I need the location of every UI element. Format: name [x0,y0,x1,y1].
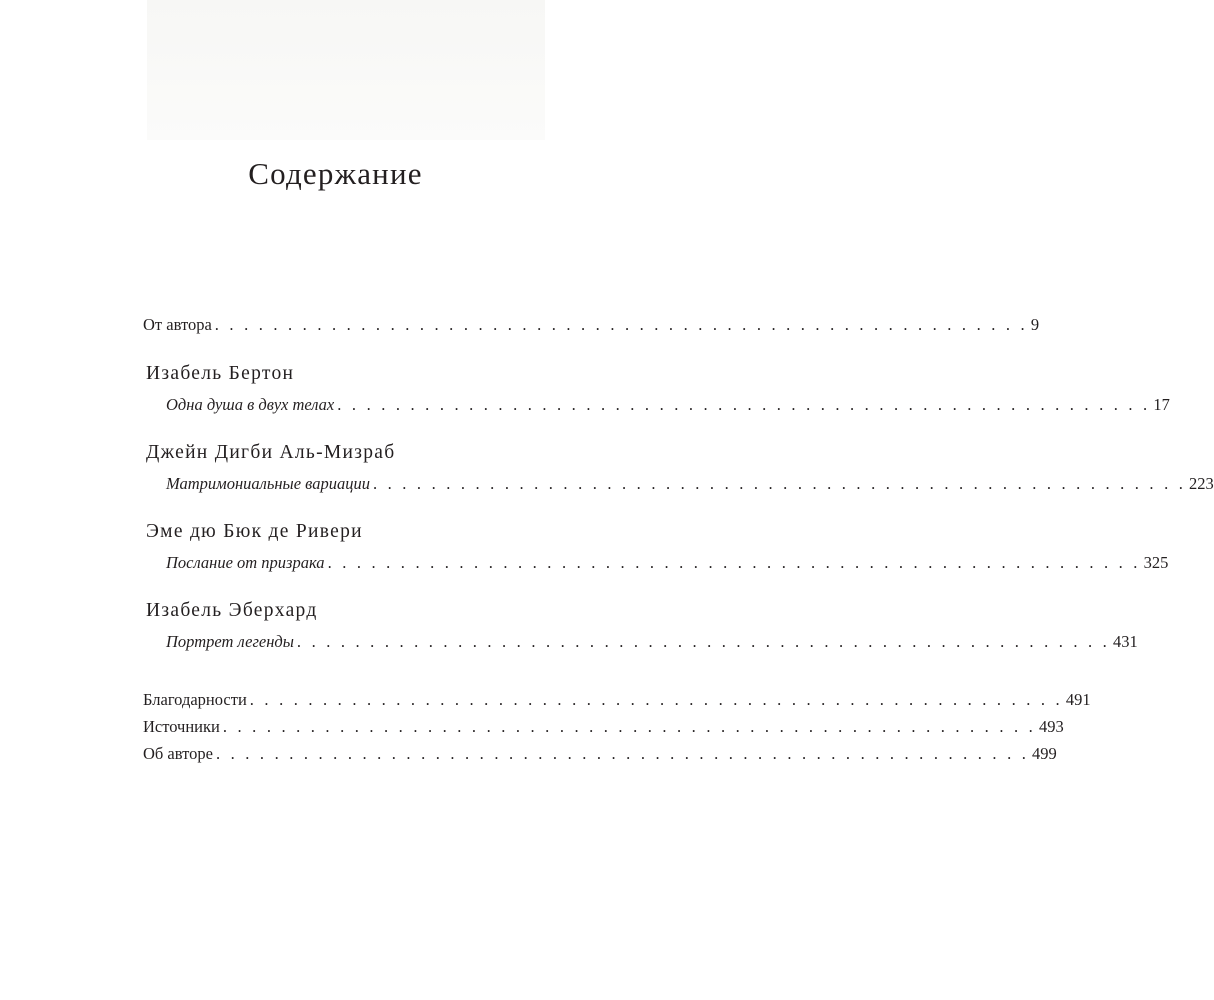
dot-leader: . . . . . . . . . . . . . . . . . . . . . . . . . . . . . . . . . . . . . . . . . . . . . . . . . . . . . . . . [215,744,1030,763]
toc-entry-label: Одна душа в двух телах [166,395,335,414]
toc-entry-page: 499 [1032,744,1057,763]
dot-leader: . . . . . . . . . . . . . . . . . . . . . . . . . . . . . . . . . . . . . . . . . . . . . . . . . . . . . . . . [337,395,1151,414]
section-author: Изабель Эберхард [146,600,318,621]
toc-entry-label: Матримониальные вариации [166,474,370,493]
toc-entry-label: Послание от призрака [166,553,325,572]
page-title: Содержание [248,156,423,191]
toc-entry-page: 9 [1030,315,1040,334]
dot-leader: . . . . . . . . . . . . . . . . . . . . . . . . . . . . . . . . . . . . . . . . . . . . . . . . . . . . . . . . [222,717,1036,736]
toc-entry-page: 325 [1143,553,1169,572]
toc-entry-section[interactable] [166,394,1170,416]
toc-entry-section[interactable] [166,473,1214,495]
toc-entry-label: Источники [143,717,220,736]
toc-entry-about-author[interactable] [143,743,1057,765]
toc-entry-section[interactable] [166,631,1138,653]
dot-leader: . . . . . . . . . . . . . . . . . . . . . . . . . . . . . . . . . . . . . . . . . . . . . . . . . . . . . . . . [372,474,1187,493]
top-shade [147,0,545,140]
section-author: Эме дю Бюк де Ривери [146,521,363,542]
dot-leader: . . . . . . . . . . . . . . . . . . . . . . . . . . . . . . . . . . . . . . . . . . . . . . . . . . . . . . . . [249,690,1063,709]
toc-entry-label: Благодарности [143,690,247,709]
section-author: Джейн Дигби Аль-Мизраб [146,442,396,463]
toc-entry-label: Об авторе [143,744,213,763]
toc-entry-page: 17 [1153,395,1170,414]
toc-entry-page: 493 [1038,717,1064,736]
toc-entry-label: Портрет легенды [166,632,294,651]
toc-entry-sources[interactable] [143,716,1064,738]
toc-entry-label: От автора [143,315,212,334]
section-author: Изабель Бертон [146,363,295,384]
toc-entry-page: 431 [1113,632,1138,651]
toc-entry-acknowledgements[interactable] [143,689,1091,711]
dot-leader: . . . . . . . . . . . . . . . . . . . . . . . . . . . . . . . . . . . . . . . . . . . . . . . . . . . . . . . . [214,315,1028,334]
dot-leader: . . . . . . . . . . . . . . . . . . . . . . . . . . . . . . . . . . . . . . . . . . . . . . . . . . . . . . . . [296,632,1110,651]
toc-entry-page: 491 [1065,690,1091,709]
dot-leader: . . . . . . . . . . . . . . . . . . . . . . . . . . . . . . . . . . . . . . . . . . . . . . . . . . . . . . . . [327,553,1141,572]
toc-entry-preface[interactable] [143,314,1040,336]
toc-entry-section[interactable] [166,552,1169,574]
toc-entry-page: 223 [1189,474,1214,493]
